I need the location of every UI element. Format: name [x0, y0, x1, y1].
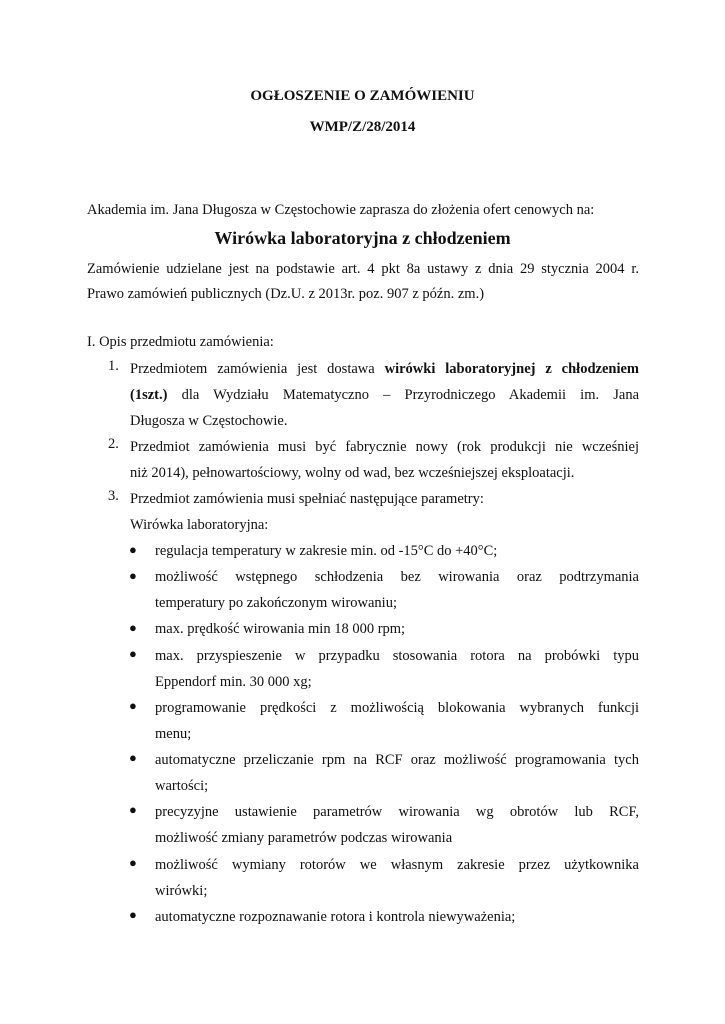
param-line: możliwość wymiany rotorów we własnym zakresie przez użytkownika	[155, 857, 639, 873]
item-1-line-1	[130, 356, 639, 382]
bullet-icon: ●	[129, 855, 137, 870]
legal-basis-text-1: Zamówienie udzielane jest na podstawie art. 4 pkt 8a ustawy z dnia 29 stycznia 2004 r.	[87, 261, 639, 277]
item-number: 1.	[108, 358, 119, 374]
item-1-text-cont: dla Wydziału Matematyczno – Przyrodniczego Akademii im. Jana	[167, 387, 639, 403]
invitation-text: Akademia im. Jana Długosza w Częstochowie zaprasza do złożenia ofert cenowych na:	[87, 202, 595, 218]
item-2-line-1: Przedmiot zamówienia musi być fabrycznie nowy (rok produkcji nie wcześniej	[130, 439, 639, 455]
bullet-icon: ●	[129, 646, 137, 661]
param-line: programowanie prędkości z możliwością blokowania wybranych funkcji	[155, 700, 639, 716]
legal-basis-line-1	[87, 256, 639, 282]
param-line-cont: temperatury po zakończonym wirowaniu;	[155, 595, 397, 611]
item-1-line-3: Długosza w Częstochowie.	[130, 413, 288, 429]
bullet-icon: ●	[129, 542, 137, 557]
param-line: automatyczne przeliczanie rpm na RCF oraz możliwość programowania tych	[155, 752, 639, 768]
param-line-cont: Eppendorf min. 30 000 xg;	[155, 674, 312, 690]
param-line-cont: wartości;	[155, 778, 209, 794]
legal-basis-line-2: Prawo zamówień publicznych (Dz.U. z 2013r. poz. 907 z późn. zm.)	[87, 286, 485, 302]
param-line: precyzyjne ustawienie parametrów wirowania wg obrotów lub RCF,	[155, 804, 639, 820]
bullet-icon: ●	[129, 750, 137, 765]
param-line-cont: menu;	[155, 726, 192, 742]
bullet-icon: ●	[129, 698, 137, 713]
item-number: 3.	[108, 488, 119, 504]
param-line: regulacja temperatury w zakresie min. od -15°C do +40°C;	[155, 543, 498, 559]
bullet-icon: ●	[129, 907, 137, 922]
item-1-line-2	[130, 382, 639, 408]
item-number: 2.	[108, 436, 119, 452]
param-line-cont: możliwość zmiany parametrów podczas wirowania	[155, 830, 453, 846]
param-line: max. przyspieszenie w przypadku stosowania rotora na probówki typu	[155, 648, 639, 664]
param-line: możliwość wstępnego schłodzenia bez wirowania oraz podtrzymania	[155, 569, 639, 585]
item-3-subtitle: Wirówka laboratoryjna:	[130, 517, 269, 533]
bullet-icon: ●	[129, 568, 137, 583]
section-title: I. Opis przedmiotu zamówienia:	[87, 334, 274, 350]
param-line: automatyczne rozpoznawanie rotora i kontrola niewyważenia;	[155, 909, 516, 925]
param-line: max. prędkość wirowania min 18 000 rpm;	[155, 621, 406, 637]
subject-title: Wirówka laboratoryjna z chłodzeniem	[214, 228, 511, 248]
document-title: OGŁOSZENIE O ZAMÓWIENIU	[250, 88, 475, 104]
item-2-line-2: niż 2014), pełnowartościowy, wolny od wad, bez wcześniejszej eksploatacji.	[130, 465, 575, 481]
bullet-icon: ●	[129, 802, 137, 817]
bullet-icon: ●	[129, 620, 137, 635]
reference-number: WMP/Z/28/2014	[309, 119, 416, 135]
item-1-quantity: (1szt.)	[130, 387, 168, 403]
item-3-line-1: Przedmiot zamówienia musi spełniać następujące parametry:	[130, 491, 484, 507]
item-1-text: Przedmiotem zamówienia jest dostawa	[130, 361, 385, 377]
item-1-bold-subject: wirówki laboratoryjnej z chłodzeniem	[384, 361, 640, 377]
param-line-cont: wirówki;	[155, 883, 208, 899]
